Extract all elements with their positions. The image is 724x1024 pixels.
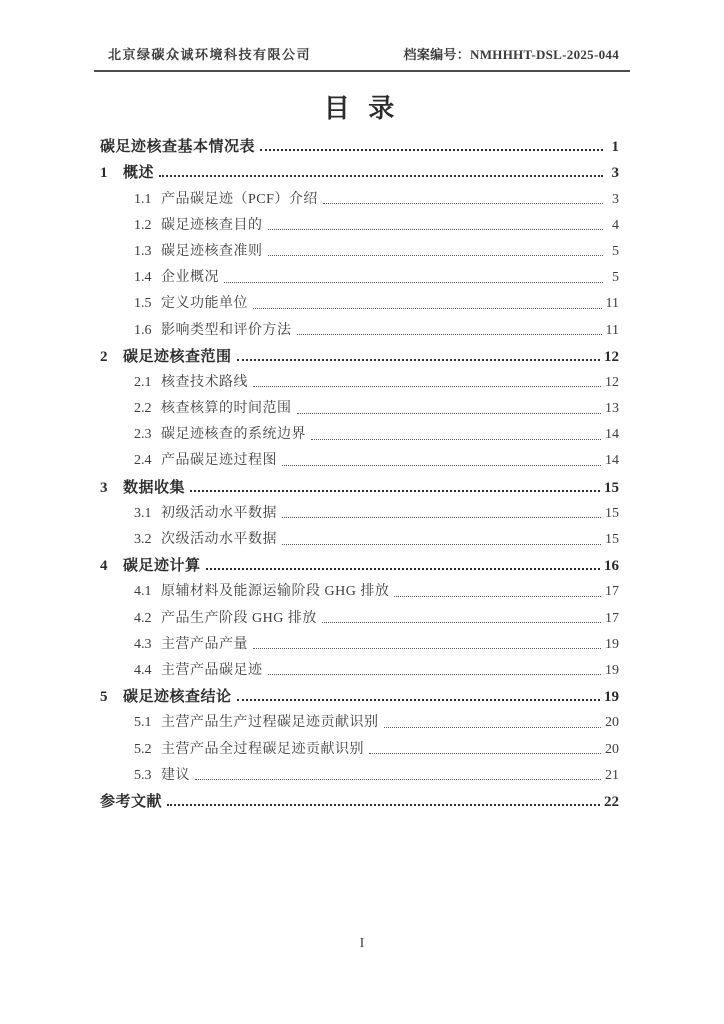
toc-dot-leader — [384, 727, 602, 728]
toc-entry-page: 15 — [605, 505, 619, 521]
toc-entry[interactable] — [100, 655, 619, 681]
toc-dot-leader — [224, 282, 603, 283]
toc-entry-page: 15 — [605, 532, 619, 547]
toc-dot-leader — [206, 568, 600, 570]
toc-dot-leader — [394, 596, 601, 597]
toc-entry-label: 产品碳足迹（PCF）介绍 — [161, 191, 318, 207]
toc-entry-number: 5 — [100, 689, 108, 706]
toc-entry[interactable] — [100, 341, 619, 367]
file-number — [404, 44, 630, 63]
toc-entry-number: 1.5 — [134, 296, 152, 312]
toc-entry-page: 11 — [605, 296, 619, 312]
toc-entry[interactable] — [100, 445, 619, 471]
toc-dot-leader — [282, 544, 601, 545]
toc-entry-page: 19 — [605, 662, 619, 678]
toc-entry-label: 碳足迹核查范围 — [123, 348, 232, 365]
toc-entry-label: 碳足迹核查目的 — [161, 217, 263, 233]
toc-entry-label: 碳足迹核查结论 — [123, 689, 232, 706]
toc-entry-page: 1 — [611, 139, 619, 156]
toc-entry-number: 4.4 — [134, 662, 152, 678]
toc-dot-leader — [268, 674, 602, 675]
page-title: 目 录 — [323, 94, 401, 123]
toc-entry[interactable] — [100, 576, 619, 602]
toc-entry[interactable] — [100, 393, 619, 419]
toc-entry[interactable] — [100, 550, 619, 576]
toc-entry[interactable] — [100, 498, 619, 524]
toc-entry-number: 5.1 — [134, 715, 152, 731]
toc-entry-label: 参考文献 — [100, 793, 163, 810]
toc-entry-page: 4 — [612, 217, 619, 233]
toc-entry-label: 碳足迹核查的系统边界 — [161, 427, 306, 443]
toc-entry[interactable] — [100, 471, 619, 497]
toc-entry-label: 企业概况 — [161, 270, 219, 286]
toc-dot-leader — [311, 439, 601, 440]
toc-entry-number: 3.1 — [134, 505, 152, 521]
file-number-label: 档案编号： — [403, 47, 471, 62]
toc-entry-number: 1.4 — [134, 270, 152, 286]
toc-entry-label: 原辅材料及能源运输阶段 GHG 排放 — [161, 584, 390, 600]
toc-entry-number: 2.2 — [134, 401, 152, 417]
toc-entry-page: 13 — [605, 401, 619, 417]
toc-entry-label: 碳足迹核查准则 — [161, 243, 263, 259]
toc-dot-leader — [253, 386, 601, 387]
toc-entry-number: 4.1 — [134, 584, 152, 600]
toc-entry-label: 定义功能单位 — [161, 296, 248, 312]
toc-entry-page: 14 — [605, 427, 619, 443]
toc-entry[interactable] — [100, 236, 619, 262]
toc-entry[interactable] — [100, 419, 619, 445]
toc-entry-label: 次级活动水平数据 — [161, 532, 277, 547]
toc-dot-leader — [369, 753, 601, 754]
toc-entry[interactable] — [100, 314, 619, 340]
toc-entry[interactable] — [100, 681, 619, 707]
toc-entry-number: 4 — [100, 558, 108, 575]
toc-entry-number: 1.2 — [134, 217, 152, 233]
toc-entry-page: 12 — [604, 348, 619, 365]
toc-entry-page: 20 — [605, 715, 619, 731]
toc-dot-leader — [167, 804, 600, 806]
toc-entry-label: 建议 — [161, 767, 190, 783]
toc-entry-page: 16 — [604, 558, 619, 575]
toc-entry-label: 碳足迹计算 — [123, 558, 201, 575]
toc-entry[interactable] — [100, 629, 619, 655]
toc-entry-page: 3 — [611, 165, 619, 182]
toc-entry[interactable] — [100, 262, 619, 288]
toc-entry[interactable] — [100, 733, 619, 759]
toc-dot-leader — [190, 490, 600, 492]
toc-dot-leader — [260, 149, 603, 151]
toc-entry-page: 5 — [612, 270, 619, 286]
toc-entry-label: 产品生产阶段 GHG 排放 — [161, 610, 317, 626]
toc-dot-leader — [237, 359, 600, 361]
toc-entry-label: 核查核算的时间范围 — [161, 401, 292, 417]
toc-entry-number: 1.6 — [134, 322, 152, 338]
toc-dot-leader — [253, 648, 601, 649]
toc-entry-number: 2.1 — [134, 374, 152, 390]
toc-entry[interactable] — [100, 786, 619, 812]
toc-entry[interactable] — [100, 367, 619, 393]
toc-entry-label: 概述 — [123, 165, 155, 182]
toc-entry[interactable] — [100, 707, 619, 733]
toc-entry-label: 数据收集 — [123, 479, 186, 496]
toc-entry[interactable] — [100, 131, 619, 157]
toc-entry[interactable] — [100, 157, 619, 183]
toc-entry-label: 主营产品碳足迹 — [161, 662, 263, 678]
toc-dot-leader — [297, 413, 602, 414]
toc-entry-number: 1 — [100, 165, 108, 182]
toc-entry-number: 3 — [100, 479, 108, 496]
toc-entry-label: 主营产品全过程碳足迹贡献识别 — [161, 741, 364, 757]
toc-entry[interactable] — [100, 210, 619, 236]
toc-entry-number: 1.1 — [134, 191, 152, 207]
toc-entry-page: 14 — [605, 453, 619, 469]
toc-entry-page: 17 — [605, 610, 619, 626]
toc-entry[interactable] — [100, 288, 619, 314]
toc-dot-leader — [268, 229, 604, 230]
toc-entry-page: 22 — [604, 793, 619, 810]
toc-entry-page: 17 — [605, 584, 619, 600]
toc-entry-number: 3.2 — [134, 532, 152, 547]
toc-entry-number: 2.4 — [134, 453, 152, 469]
toc-list — [100, 131, 619, 812]
company-name: 北京绿碳众诚环境科技有限公司 — [108, 47, 312, 62]
toc-entry-label: 产品碳足迹过程图 — [161, 453, 277, 469]
toc-entry[interactable] — [100, 524, 619, 550]
toc-entry-number: 1.3 — [134, 243, 152, 259]
toc-dot-leader — [322, 622, 601, 623]
toc-entry-number: 5.2 — [134, 741, 152, 757]
toc-entry-label: 主营产品生产过程碳足迹贡献识别 — [161, 715, 379, 731]
toc-entry-page: 12 — [605, 374, 619, 390]
toc-entry-number: 5.3 — [134, 767, 152, 783]
toc-dot-leader — [323, 203, 603, 204]
page-header — [94, 44, 630, 72]
toc-entry-label: 初级活动水平数据 — [161, 505, 277, 521]
toc-dot-leader — [282, 465, 601, 466]
toc-entry-page: 20 — [605, 741, 619, 757]
toc-entry-page: 21 — [605, 767, 619, 783]
toc-entry-page: 19 — [605, 636, 619, 652]
toc-dot-leader — [237, 699, 600, 701]
toc-entry-label: 主营产品产量 — [161, 636, 248, 652]
toc-entry-page: 5 — [612, 243, 619, 259]
toc-dot-leader — [268, 255, 604, 256]
toc-entry-number: 4.3 — [134, 636, 152, 652]
toc-dot-leader — [282, 517, 601, 518]
toc-entry-page: 11 — [605, 322, 619, 338]
toc-entry-number: 4.2 — [134, 610, 152, 626]
toc-dot-leader — [159, 175, 603, 177]
toc-entry-page: 15 — [604, 479, 619, 496]
toc-entry-label: 影响类型和评价方法 — [161, 322, 292, 338]
toc-entry-label: 核查技术路线 — [161, 374, 248, 390]
file-number-value: NMHHHT-DSL-2025-044 — [470, 47, 619, 62]
toc-entry-number: 2 — [100, 348, 108, 365]
toc-dot-leader — [253, 308, 602, 309]
toc-entry[interactable] — [100, 602, 619, 628]
page-number-footer: I — [359, 936, 365, 951]
toc-entry-label: 碳足迹核查基本情况表 — [100, 139, 256, 156]
toc-dot-leader — [297, 334, 602, 335]
toc-entry[interactable] — [100, 183, 619, 209]
toc-entry-number: 2.3 — [134, 427, 152, 443]
toc-dot-leader — [195, 779, 601, 780]
toc-entry-page: 19 — [604, 689, 619, 706]
toc-entry-page: 3 — [612, 191, 619, 207]
toc-entry[interactable] — [100, 760, 619, 786]
